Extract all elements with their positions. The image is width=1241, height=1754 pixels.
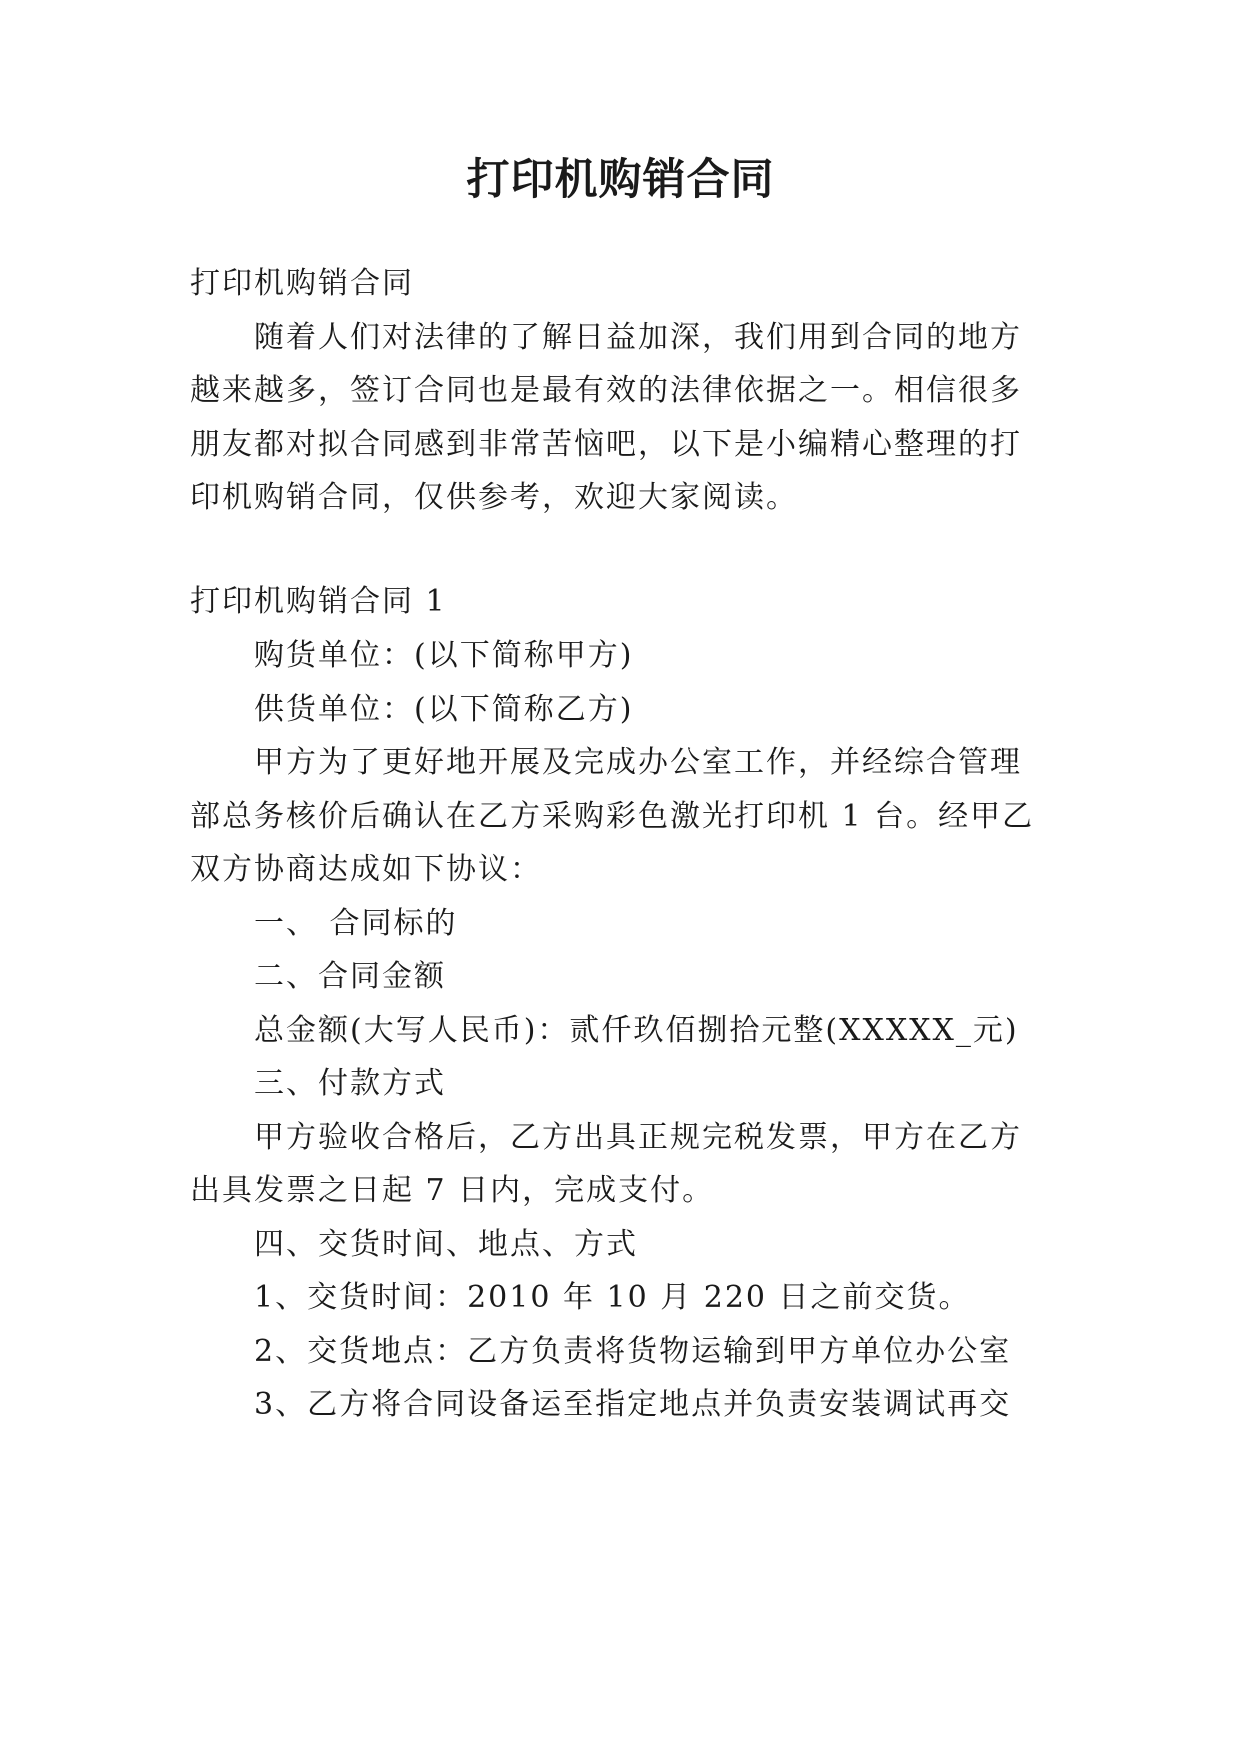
purpose-paragraph-line: 部总务核价后确认在乙方采购彩色激光打印机 1 台。经甲乙 <box>190 799 1035 834</box>
section-heading-payment: 三、付款方式 <box>254 1066 446 1101</box>
purpose-paragraph-line: 甲方为了更好地开展及完成办公室工作，并经综合管理 <box>254 745 1022 780</box>
buyer-line: 购货单位：(以下简称甲方) <box>254 638 634 673</box>
purpose-paragraph-line: 双方协商达成如下协议： <box>190 852 542 887</box>
payment-paragraph-line: 甲方验收合格后，乙方出具正规完税发票，甲方在乙方 <box>254 1120 1022 1155</box>
intro-heading: 打印机购销合同 <box>190 266 414 301</box>
section-heading-amount: 二、合同金额 <box>254 959 446 994</box>
intro-paragraph-line: 随着人们对法律的了解日益加深，我们用到合同的地方 <box>254 320 1022 355</box>
payment-paragraph-line: 出具发票之日起 7 日内，完成支付。 <box>190 1173 715 1208</box>
contract1-heading: 打印机购销合同 1 <box>190 584 447 619</box>
section-heading-subject: 一、 合同标的 <box>254 906 458 941</box>
installation-line: 3、乙方将合同设备运至指定地点并负责安装调试再交 <box>254 1387 1012 1422</box>
intro-paragraph-line: 印机购销合同，仅供参考，欢迎大家阅读。 <box>190 480 798 515</box>
delivery-time-line: 1、交货时间：2010 年 10 月 220 日之前交货。 <box>254 1280 971 1315</box>
section-heading-delivery: 四、交货时间、地点、方式 <box>254 1227 638 1262</box>
intro-paragraph-line: 越来越多，签订合同也是最有效的法律依据之一。相信很多 <box>190 373 1022 408</box>
intro-paragraph-line: 朋友都对拟合同感到非常苦恼吧，以下是小编精心整理的打 <box>190 427 1022 462</box>
total-amount-line: 总金额(大写人民币)：贰仟玖佰捌拾元整(XXXXX_元) <box>254 1013 1019 1048</box>
delivery-place-line: 2、交货地点：乙方负责将货物运输到甲方单位办公室 <box>254 1334 1012 1369</box>
seller-line: 供货单位：(以下简称乙方) <box>254 692 634 727</box>
document-title: 打印机购销合同 <box>466 155 775 205</box>
